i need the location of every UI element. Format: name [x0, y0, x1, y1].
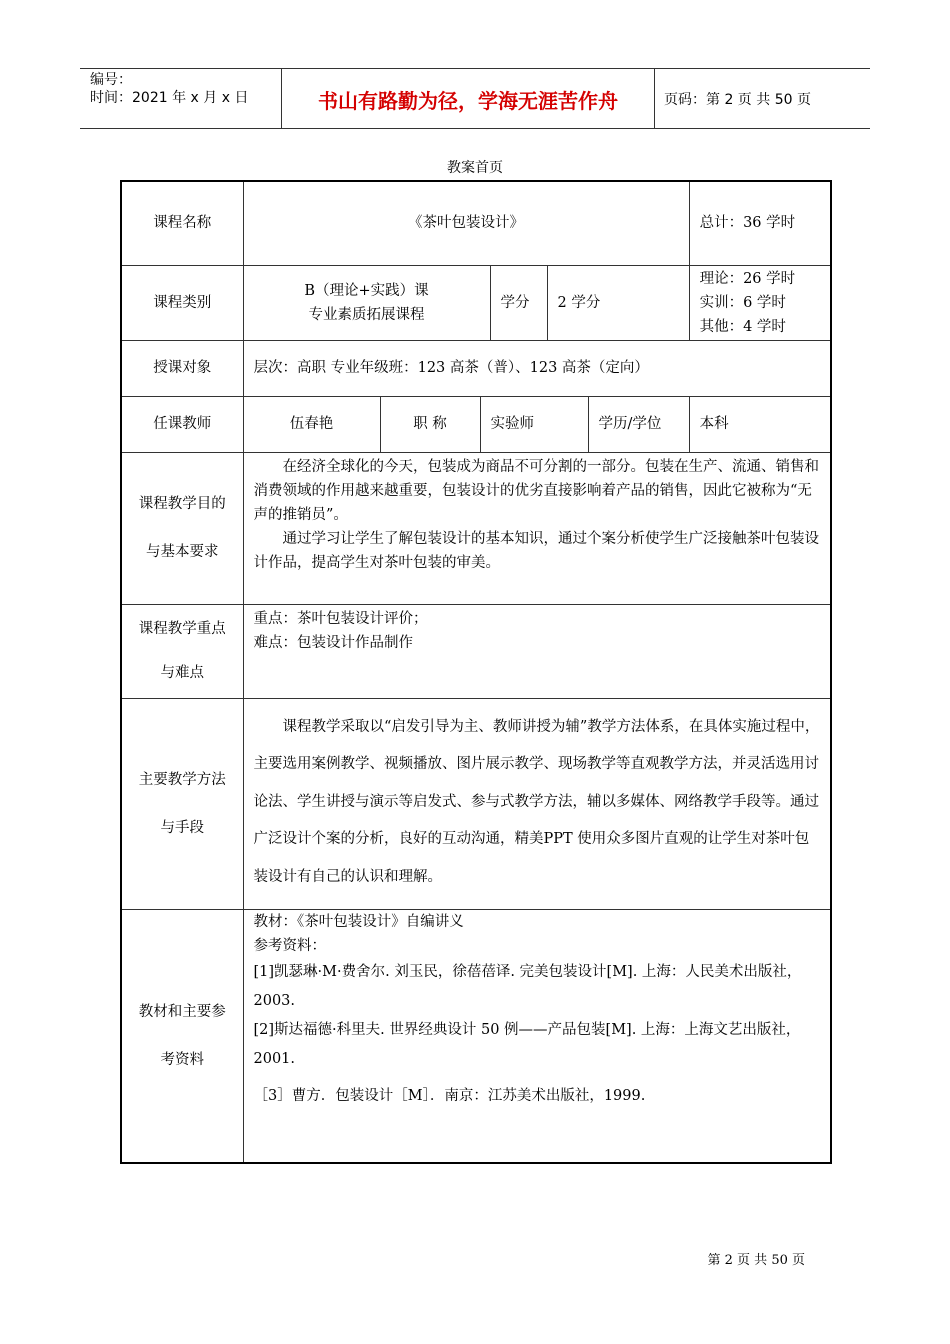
row-methods — [121, 698, 831, 909]
degree-label: 学历/学位 — [588, 396, 689, 452]
difficulty-point: 难点：包装设计作品制作 — [253, 634, 413, 651]
hours-breakdown — [689, 265, 831, 340]
row-key-points — [121, 604, 831, 698]
course-name-value: 《茶叶包装设计》 — [243, 181, 689, 265]
row-course-type — [121, 265, 831, 340]
header-page-info: 页码：第 2 页 共 50 页 — [664, 92, 811, 108]
objectives-para2: 通过学习让学生了解包装设计的基本知识，通过个案分析使学生广泛接触茶叶包装设计作品，提高学生对茶叶包装的审美。 — [253, 530, 819, 571]
methods-label-line2: 与手段 — [160, 819, 204, 836]
teacher-label: 任课教师 — [121, 396, 243, 452]
reference-3: ［3］曹方．包装设计［M］．南京：江苏美术出版社，1999. — [253, 1087, 646, 1104]
course-type-line1: B（理论+实践）课 — [304, 282, 429, 299]
audience-value: 层次：高职 专业年级班：123 高茶（普）、123 高茶（定向） — [243, 340, 831, 396]
objectives-label-line1: 课程教学目的 — [138, 496, 226, 512]
key-points-label-line1: 课程教学重点 — [138, 621, 226, 637]
row-materials — [121, 909, 831, 1163]
doc-title: 教案首页 — [447, 160, 503, 176]
serial-label: 编号： — [90, 72, 132, 88]
row-audience — [121, 340, 831, 396]
materials-label — [121, 909, 243, 1163]
title-label: 职 称 — [380, 396, 480, 452]
methods-label — [121, 698, 243, 909]
page-footer: 第 2 页 共 50 页 — [707, 1253, 805, 1268]
row-course-name — [121, 181, 831, 265]
textbook: 教材：《茶叶包装设计》自编讲义 — [253, 913, 464, 930]
course-name-label: 课程名称 — [121, 181, 243, 265]
key-points-content — [243, 604, 831, 698]
course-type-label: 课程类别 — [121, 265, 243, 340]
objectives-label — [121, 452, 243, 604]
header-motto: 书山有路勤为径，学海无涯苦作舟 — [318, 88, 618, 113]
title-value: 实验师 — [480, 396, 588, 452]
methods-text: 课程教学采取以“启发引导为主、教师讲授为辅”教学方法体系，在具体实施过程中，主要选用案例教学、视频播放、图片展示教学、现场教学等直观教学方法，并灵活选用讨论法、学生讲授与演示等启发式、参与式教学方法，辅以多媒体、网络教学手段等。通过广泛设计个案的分析，良好的互动沟通，精美PPT 使用众多图片直观的让学生对茶叶包装设计有自己的认识和理解。 — [253, 718, 820, 885]
reference-2: [2]斯达福德·科里夫. 世界经典设计 50 例——产品包装[M]. 上海：上海文艺出版社，2001. — [253, 1021, 801, 1067]
page-header — [80, 68, 870, 129]
objectives-content — [243, 452, 831, 604]
row-objectives — [121, 452, 831, 604]
credit-value: 2 学分 — [547, 265, 689, 340]
reference-1: [1]凯瑟琳·M·费舍尔. 刘玉民，徐蓓蓓译. 完美包装设计[M]. 上海：人民美术出版社，2003. — [253, 963, 802, 1009]
methods-content — [243, 698, 831, 909]
degree-value: 本科 — [689, 396, 831, 452]
key-points-label-line2: 与难点 — [160, 665, 204, 681]
materials-label-line1: 教材和主要参 — [138, 1003, 226, 1020]
hours-training: 实训：6 学时 — [699, 294, 786, 311]
objectives-label-line2: 与基本要求 — [146, 544, 219, 560]
key-point: 重点：茶叶包装设计评价； — [253, 610, 428, 627]
credit-label: 学分 — [490, 265, 547, 340]
hours-other: 其他：4 学时 — [699, 318, 786, 335]
hours-theory: 理论：26 学时 — [699, 270, 796, 287]
header-divider — [654, 69, 655, 129]
key-points-label — [121, 604, 243, 698]
total-hours: 总计：36 学时 — [689, 181, 831, 265]
methods-label-line1: 主要教学方法 — [138, 771, 226, 788]
audience-label: 授课对象 — [121, 340, 243, 396]
materials-content — [243, 909, 831, 1163]
header-left — [90, 71, 280, 107]
time-label: 时间：2021 年 x 月 x 日 — [90, 90, 249, 106]
course-type-line2: 专业素质拓展课程 — [308, 306, 425, 323]
row-teacher — [121, 396, 831, 452]
materials-label-line2: 考资料 — [160, 1051, 204, 1068]
lesson-plan-table — [120, 180, 832, 1164]
teacher-name: 伍春艳 — [243, 396, 380, 452]
objectives-para1: 在经济全球化的今天，包装成为商品不可分割的一部分。包装在生产、流通、销售和消费领域的作用越来越重要，包装设计的优劣直接影响着产品的销售，因此它被称为“无声的推销员”。 — [253, 458, 819, 523]
refs-label: 参考资料： — [253, 937, 326, 954]
course-type-value — [243, 265, 490, 340]
